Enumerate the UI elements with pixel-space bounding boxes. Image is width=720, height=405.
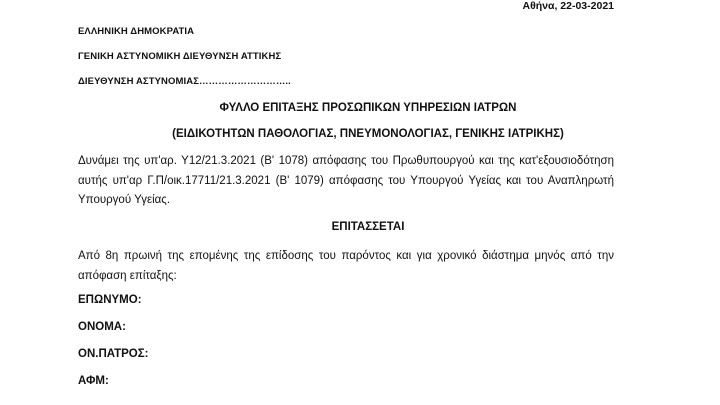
requisition-paragraph: Από 8η πρωινή της επομένης της επίδοσης του παρόντος και για χρονικό διάστημα μηνός από την απόφαση επίταξης: <box>78 250 614 282</box>
header-line-police-directorate: ΓΕΝΙΚΗ ΑΣΤΥΝΟΜΙΚΗ ΔΙΕΥΘΥΝΣΗ ΑΤΤΙΚΗΣ <box>78 51 282 62</box>
legal-basis-paragraph: Δυνάμει της υπ'αρ. Υ12/21.3.2021 (Β' 1078) απόφασης του Πρωθυπουργού και της κατ'εξουσιοδότηση αυτής υπ'αρ Γ.Π/οικ.17711/21.3.2021 (Β' 1079) απόφασης του Υπουργού Υγείας και του Αναπληρωτή Υπουργού Υγείας. <box>78 155 614 206</box>
header-line-republic: ΕΛΛΗΝΙΚΗ ΔΗΜΟΚΡΑΤΙΑ <box>78 26 195 37</box>
document-subtitle: (ΕΙΔΙΚΟΤΗΤΩΝ ΠΑΘΟΛΟΓΙΑΣ, ΠΝΕΥΜΟΝΟΛΟΓΙΑΣ, ΓΕΝΙΚΗΣ ΙΑΤΡΙΚΗΣ) <box>172 128 564 140</box>
section-heading: ΕΠΙΤΑΣΣΕΤΑΙ <box>331 221 405 233</box>
document-title: ΦΥΛΛΟ ΕΠΙΤΑΞΗΣ ΠΡΟΣΩΠΙΚΩΝ ΥΠΗΡΕΣΙΩΝ ΙΑΤΡΩΝ <box>219 102 517 114</box>
field-afm-label: ΑΦΜ: <box>78 375 109 387</box>
field-name-label: ΟΝΟΜΑ: <box>78 321 126 333</box>
document-date: Αθήνα, 22-03-2021 <box>522 0 614 12</box>
field-surname-label: ΕΠΩΝΥΜΟ: <box>78 294 142 306</box>
field-father-name-label: ΟΝ.ΠΑΤΡΟΣ: <box>78 348 149 360</box>
header-line-police-division: ΔΙΕΥΘΥΝΣΗ ΑΣΤΥΝΟΜΙΑΣ……………………….. <box>78 76 291 87</box>
